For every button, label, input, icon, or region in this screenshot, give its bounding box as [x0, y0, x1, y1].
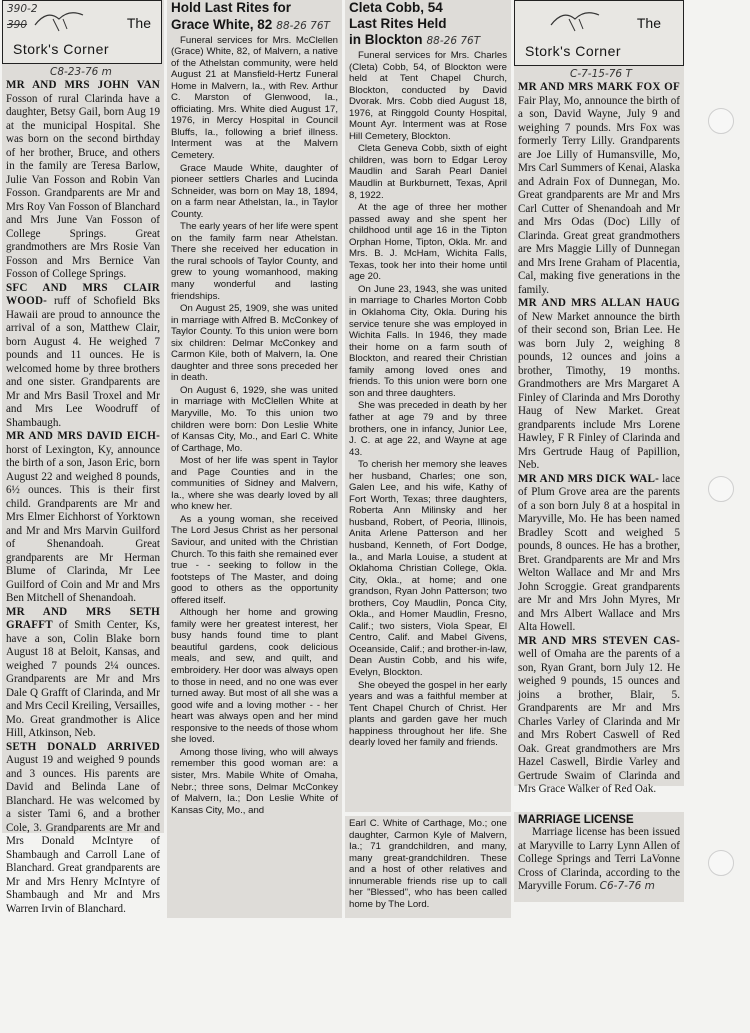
binder-hole: [708, 108, 734, 134]
announcement: MR AND MRS SETH GRAFFT of Smith Center, Ks, have a son, Colin Blake born August 18 at Beloit, Kansas, and weighed 7 pounds 2¼ ounces. Grandparents are Mr and Mrs Dale Q Grafft of Clarinda, and Mr and Mrs Cecil Kreiling, Versailles, Mo. Great grandmother is Alice Hill, Atkinson, Neb.: [6, 605, 160, 739]
obituary-continuation: [345, 816, 511, 918]
stamp-the: The: [636, 15, 661, 31]
headline: in Blockton: [349, 32, 423, 47]
announcement: MR AND MRS MARK FOX OF Fair Play, Mo, announce the birth of a son, David Wayne, July 9 and weighing 7 pounds. Mrs Fox was formerly Terry Lilly. Grandparents are Joe Lilly of Humansville, Mo, Mrs Carl Summers of Kenai, Alaska and Adrain Fox of Dunnegan, Mo. Great grandparents are Mr and Mrs Carl Cutter of Shenandoah and Mr and Mrs Odas (Doc) Lilly of Clarinda. Great great grandmothers are Mrs Maggie Lilly of Dunnegan and Mrs Irene Graham of Placentia, Cal, making five generations in the family.: [518, 81, 680, 296]
binder-hole: [708, 476, 734, 502]
stamp-title: Stork's Corner: [525, 43, 622, 59]
announcement: MR AND MRS STEVEN CAS- well of Omaha are the parents of a son, Ryan Grant, born July 12. He weighed 9 pounds, 15 ounces and joins a brother, Blair, 5. Grandparents are Mr and Mrs Charles Varley of Clarinda and Mr and Mrs Robert Caswell of Red Oak. Great grandmothers are Mrs Hazel Caswell, Birdie Varley and Gertrude Swaim of Clarinda and Mrs Grace Walker of Red Oak.: [518, 634, 680, 795]
stork-corner-stamp-right: [514, 0, 684, 66]
marriage-license-body: Marriage license has been issued at Maryville to Larry Lynn Allen of College Springs and Terri LaVonne Cross of Clarinda, according to the Maryville Forum. C6-7-76 m: [518, 826, 680, 892]
marriage-license-title: MARRIAGE LICENSE: [518, 814, 634, 826]
announcement: MR AND MRS DAVID EICH- horst of Lexington, Ky, announce the birth of a son, Jason Eric, born August 22 and weighed 8 pounds, 6½ ounces. This is their first child. Grandparents are Mr and Mrs Elmer Eichhorst of Yorktown and Mr and Mrs Marvin Guilford of Shenandoah. Great grandparents are Mr Herman Blume of Clarinda, Mr Lee Guilford of Coin and Mr and Mrs Ben Mitchell of Shenandoah.: [6, 430, 160, 604]
headline: Grace White, 82: [171, 16, 273, 32]
headline: Last Rites Held: [349, 15, 447, 31]
stamp-the: The: [126, 15, 151, 31]
announcement: MR AND MRS DICK WAL- lace of Plum Grove area are the parents of a son born July 8 at a hospital in Maryville, Mo. He has been named Bradley Scott and weighed 5 pounds, 8 ounces. He has a brother, Bret. Grandparents are Mr and Mrs Welton Wallace and Mr and Mrs John Scroggie. Great grandparents are Mr and Mrs John Myres, Mr and Mrs Albert Wallace and Mrs Alta Howell.: [518, 472, 680, 633]
birth-announcements: [2, 77, 164, 916]
handwritten-note: 390-2: [7, 3, 38, 15]
headline-row: [345, 31, 511, 49]
headline-row: [167, 16, 342, 34]
headline: Hold Last Rites for: [171, 0, 292, 15]
handwritten-note: 88-26 76T: [276, 19, 330, 32]
handwritten-note: 88-26 76T: [426, 35, 481, 47]
stork-icon: [33, 5, 85, 33]
binder-hole: [708, 850, 734, 876]
announcement: SETH DONALD ARRIVED August 19 and weighed 9 pounds and 3 ounces. His parents are David and Belinda Lane of Blanchard. He was welcomed by a sister Tami 6, and a brother Cole, 3. Grandparents are Mr and Mrs Donald McIntyre of Shambaugh and Carroll Lane of Blanchard. Great grandparents are Mr and Mrs Henry McIntyre of Shambaugh and Mr and Mrs Warren Irvin of Blanchard.: [6, 740, 160, 915]
handwritten-date: C6-7-76 m: [599, 880, 655, 892]
announcement: MR AND MRS JOHN VAN Fosson of rural Clarinda have a daughter, Betsy Gail, born Aug 19 at the municipal Hospital. She was born on the second birthday of her brother, Bruce, and others in the family are Teresa Barlow, Julie Van Fosson and Robin Van Fosson. Grandparents are Mr and Mrs Roy Van Fosson of Blanchard and Mrs June Van Fosson of College Springs. Great grandmothers are Mrs Rosie Van Fosson and Mrs Bernice Van Fosson of College Springs.: [6, 79, 160, 280]
obituary-grace-white: [167, 0, 342, 918]
birth-announcements: [514, 79, 684, 797]
handwritten-date: C-7-15-76 T: [570, 68, 632, 80]
obituary-body: Earl C. White of Carthage, Mo.; one daughter, Carmon Kyle of Malvern, Ia.; 71 grandchildren, and many, many great-grandchildren. These and a host of other relatives and innumerable friends rise up to call her "Blessed", who has been called home by The Lord.: [349, 818, 507, 910]
headline: Cleta Cobb, 54: [349, 0, 443, 15]
obituary-body: Funeral services for Mrs. McClellen (Grace) White, 82, of Malvern, a native of the Athelstan community, were held August 21 at Mansfield-Hertz Funeral Home in Malvern, Ia., with Rev. Arthur C. Marston of Glenwood, Ia., officiating. Mrs. White died August 17, 1976, in Mercy Hospital in Council Bluffs, Ia., following a brief illness. Interment was at the Malvern Cemetery. Grace Maude White, daughter of pioneer settlers Charles and Lucinda Schneider, was born on May 18, 1894, on a farm near Athelstan, Ia., in Taylor County. The early years of her life were spent on the family farm near Athelstan. There she received her education in the rural schools of Taylor County, and grew to young womanhood, making many wonderful and lasting friendships. On August 25, 1909, she was united in marriage with Alfred B. McConkey of Taylor County. To this union were born six children: Delmar McConkey and Carmon Kile, both of Malvern, Ia. One daughter and three sons preceded her in death. On August 6, 1929, she was united in marriage with McClellen White at Maryville, Mo. To this union two children were born: Don Leslie White of Kansas City, Mo., and Earl C. White of Carthage, Mo. Most of her life was spent in Taylor and Page Counties and in the communities of Sidney and Malvern, Ia., where she was dearly loved by all who knew her. As a young woman, she received The Lord Jesus Christ as her personal Saviour, and united with the Christian Church. To this faith she remained ever true - - seeking to follow in the footsteps of The Master, and doing good to others as the opportunity offered itself. Although her home and growing family were her greatest interest, her busy hands found time to plant beautiful gardens, cook delicious meals, and sew, and quilt, and embroidery. Her door was always open to those in need, and no one was ever turned away. But most of all she was a good wife and a loving mother - - her heart was always open and her mind responsive to the needs of those whom she loved. Among those living, who will always remember this good woman are: a sister, Mrs. Mabile White of Omaha, Nebr.; three sons, Delmar McConkey of Malvern, Ia.; Don Leslie White of Kansas City, Mo., and: [171, 34, 338, 816]
stamp-title: Stork's Corner: [13, 41, 110, 57]
stork-corner-stamp-left: [2, 0, 162, 64]
announcement: SFC AND MRS CLAIR WOOD- ruff of Schofield Bks Hawaii are proud to announce the arrival of a son, Matthew Clair, born August 4. He weighed 7 pounds and 11 ounces. He is welcomed home by three brothers and one sister. Grandparents are Mr and Mrs Basil Troxel and Mr and Mrs Lee Woodruff of Shambaugh.: [6, 281, 160, 429]
obituary-cleta-cobb: [345, 0, 511, 812]
stork-corner-clipping-right: [514, 0, 684, 795]
stork-icon: [549, 5, 601, 33]
handwritten-note: 390: [7, 19, 28, 31]
handwritten-date: C8-23-76 m: [50, 66, 112, 78]
marriage-license-clipping: [514, 812, 684, 902]
announcement: MR AND MRS ALLAN HAUG of New Market announce the birth of their second son, Brian Lee. He was born July 2, weighing 8 pounds, 12 ounces and joins a brother, Timothy, 19 months. Grandmothers are Mrs Margaret A Finley of Clarinda and Mrs Dorothy Haug of New Market. Great grandparents include Mrs Lorene Hawley, F R Finley of Clarinda and Mrs Gertrude Haug of Papillion, Neb.: [518, 297, 680, 471]
obituary-body: Funeral services for Mrs. Charles (Cleta) Cobb, 54, of Blockton were held at Tent Chapel Church, Blockton, conducted by David Dvorak. Mrs. Cobb died August 18, 1976, at Ringgold County Hospital, Mount Ayr. Interment was at Rose Hill Cemetery, Blockton. Cleta Geneva Cobb, sixth of eight children, was born to Edgar Leroy Maudlin and Sarah Pearl Daniel Maudlin at Burkburnett, Texas, April 8, 1922. At the age of three her mother passed away and she spent her childhood until age 16 in the Tipton Orphan Home, Tipton, Okla. Mr. and Mrs. B. J. McHam, Wichita Falls, Texas, took her into their home until age 20. On June 23, 1943, she was united in marriage to Charles Morton Cobb in Oklahoma City, Okla. During his service tenure she was employed in Wichita Falls. In 1946, they made their home on a farm south of Blockton, and reared their Christian family among loved ones and friends. To this union were born one son and three daughters. She was preceded in death by her father at age 79 and by three brothers, one in infancy, Junior Lee, J. C. at age 22, and Wayne at age 43. To cherish her memory she leaves her husband, Charles; one son, Galen Lee, and his wife, Kathy of Fort Worth, Texas; three daughters, Roberta Ann Milinsky and her husband, Robert, of Peoria, Illinois, Anita Arlene Patterson and her husband, Kenneth, of Fort Dodge, Ia., and Marla Louise, a student at Oklahoma Christian College, Okla. City, Okla., at home; and one grandson, Ryan John Patterson; two brothers, Coy Maudlin, Ponca City, Okla., and Homer Maudlin, Fresno, Calif.; two sisters, Viola Spear, El Centro, Calif. and Mabel Givens, Oceanside, Calif.; and brother-in-law, Dean Austin Cobb, and his wife, Evelyn, Blockton. She obeyed the gospel in her early years and was a faithful member at Tent Chapel Church of Christ. Her plants and garden gave her much happiness throughout her life. She dearly loved her family and friends.: [349, 50, 507, 749]
stork-corner-clipping-left: [2, 0, 164, 915]
